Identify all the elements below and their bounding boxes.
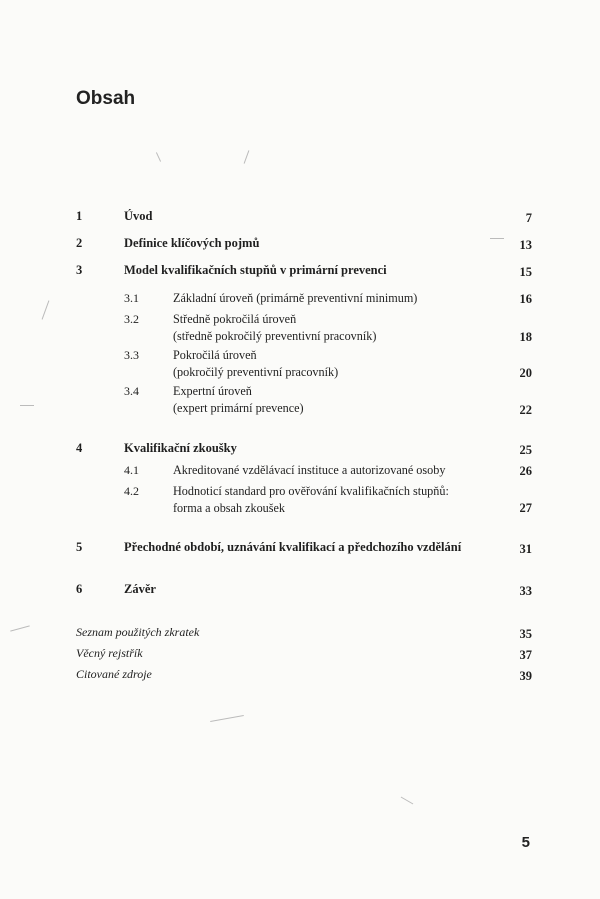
scan-mark — [210, 715, 244, 722]
section-title: Základní úroveň (primárně preventivní minimum) — [173, 291, 418, 305]
section-title: Akreditované vzdělávací instituce a autorizované osoby — [173, 463, 446, 477]
chapter-title: Závěr — [124, 582, 156, 596]
chapter-title: Definice klíčových pojmů — [124, 236, 260, 250]
scan-mark — [10, 625, 30, 631]
section-title: Hodnoticí standard pro ověřování kvalifikačních stupňů: forma a obsah zkoušek — [173, 484, 449, 515]
scan-mark — [490, 238, 504, 239]
section-title: Pokročilá úroveň (pokročilý preventivní pracovník) — [173, 348, 339, 379]
chapter-number: 2 — [76, 236, 83, 250]
section-number: 4.1 — [124, 463, 139, 477]
back-matter-title: Věcný rejstřík — [76, 646, 143, 660]
chapter-number: 4 — [76, 441, 83, 455]
chapter-title: Model kvalifikačních stupňů v primární prevenci — [124, 263, 387, 277]
section-number: 3.3 — [124, 348, 139, 362]
back-matter-title: Seznam použitých zkratek — [76, 625, 200, 639]
scan-mark — [244, 150, 250, 163]
chapter-page: 31 — [519, 542, 532, 556]
scan-mark — [20, 405, 34, 406]
section-page: 20 — [519, 366, 532, 380]
section-title: Expertní úroveň (expert primární prevence) — [173, 384, 304, 415]
section-number: 3.1 — [124, 291, 139, 305]
section-number: 4.2 — [124, 484, 139, 498]
section-page: 27 — [519, 501, 532, 515]
scan-mark — [156, 152, 161, 161]
chapter-title: Kvalifikační zkoušky — [124, 441, 237, 455]
back-matter-title: Citované zdroje — [76, 667, 152, 681]
section-title: Středně pokročilá úroveň (středně pokročilý preventivní pracovník) — [173, 312, 377, 343]
scan-mark — [401, 797, 414, 805]
chapter-title: Úvod — [124, 209, 153, 223]
chapter-page: 15 — [519, 265, 532, 279]
section-number: 3.4 — [124, 384, 139, 398]
chapter-number: 5 — [76, 540, 83, 554]
page-folio: 5 — [521, 834, 530, 851]
chapter-number: 6 — [76, 582, 83, 596]
back-matter-page: 39 — [519, 669, 532, 683]
chapter-number: 3 — [76, 263, 83, 277]
chapter-title: Přechodné období, uznávání kvalifikací a předchozího vzdělání — [124, 540, 462, 554]
chapter-number: 1 — [76, 209, 83, 223]
section-page: 22 — [519, 403, 532, 417]
back-matter-page: 35 — [519, 627, 532, 641]
section-number: 3.2 — [124, 312, 139, 326]
section-page: 18 — [519, 330, 532, 344]
scan-mark — [42, 300, 50, 319]
chapter-page: 13 — [519, 238, 532, 252]
section-page: 16 — [519, 292, 532, 306]
chapter-page: 7 — [525, 211, 532, 225]
back-matter-page: 37 — [519, 648, 532, 662]
section-page: 26 — [519, 464, 532, 478]
toc-heading: Obsah — [76, 88, 136, 109]
chapter-page: 33 — [519, 584, 532, 598]
chapter-page: 25 — [519, 443, 532, 457]
